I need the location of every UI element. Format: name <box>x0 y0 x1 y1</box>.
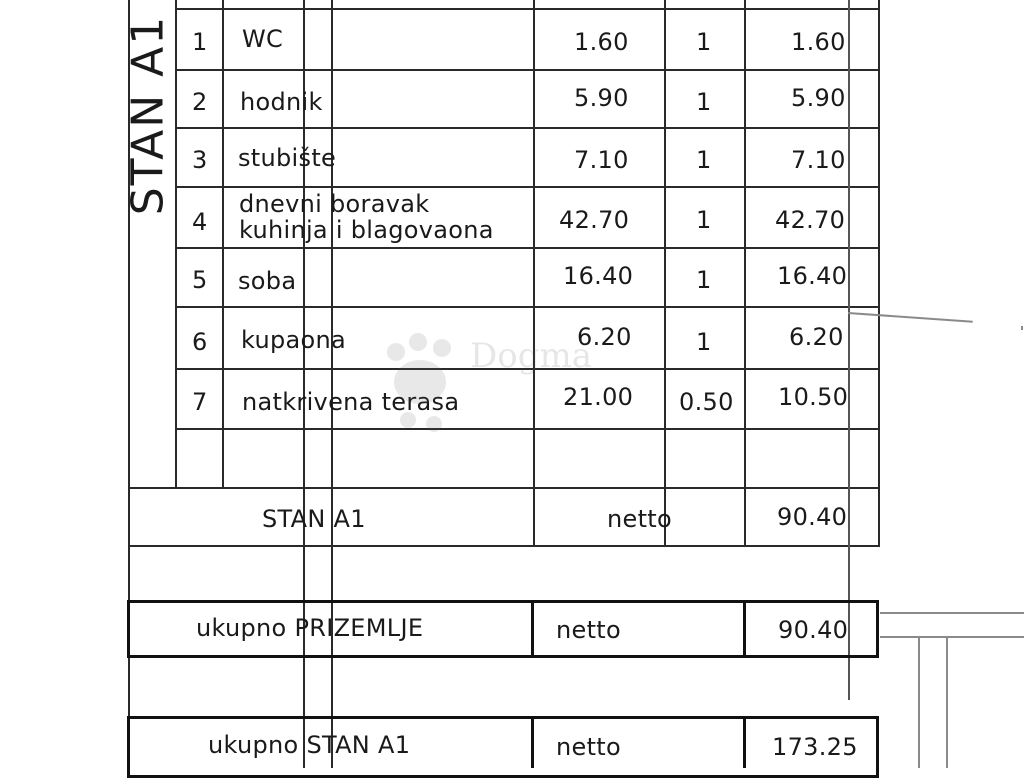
row-number: 2 <box>192 88 208 116</box>
drawing-line <box>848 312 973 322</box>
total-stan-type: netto <box>556 733 621 761</box>
row-line <box>175 69 880 71</box>
col-line <box>744 0 746 545</box>
room-factor: 1 <box>696 146 712 174</box>
col-line <box>664 0 666 545</box>
drawing-line <box>918 636 920 768</box>
row-number: 3 <box>192 146 208 174</box>
row-line <box>175 428 880 430</box>
box-divider <box>743 716 746 768</box>
room-net: 42.70 <box>775 206 846 234</box>
top-border-line <box>175 8 880 10</box>
room-area: 42.70 <box>559 206 630 234</box>
room-name: stubište <box>238 144 337 172</box>
col-line <box>848 0 850 700</box>
row-line <box>128 487 880 489</box>
drawing-line <box>1021 326 1023 330</box>
box-divider <box>531 600 534 658</box>
total-prizemlje-label: ukupno PRIZEMLJE <box>196 614 424 642</box>
room-net: 1.60 <box>791 28 846 56</box>
room-area: 5.90 <box>574 84 629 112</box>
box-divider <box>531 716 534 768</box>
room-net: 10.50 <box>778 383 849 411</box>
row-line <box>175 368 880 370</box>
room-factor: 1 <box>696 28 712 56</box>
room-name: WC <box>242 25 284 53</box>
room-area: 21.00 <box>563 383 634 411</box>
row-number: 1 <box>192 28 208 56</box>
row-line <box>175 306 880 308</box>
drawing-line <box>880 612 1024 614</box>
room-net: 16.40 <box>777 262 848 290</box>
room-factor: 1 <box>696 88 712 116</box>
col-line <box>878 0 880 545</box>
row-line <box>175 186 880 188</box>
watermark-text: Dogma <box>470 336 593 376</box>
room-name: kupaona <box>241 326 347 354</box>
room-area: 6.20 <box>577 323 632 351</box>
row-line <box>175 127 880 129</box>
drawing-line <box>946 636 948 768</box>
drawing-line <box>880 636 1024 638</box>
total-stan-value: 173.25 <box>772 733 858 761</box>
box-divider <box>743 600 746 658</box>
room-name: hodnik <box>240 88 323 116</box>
col-line <box>222 0 224 487</box>
row-line <box>175 247 880 249</box>
total-prizemlje-value: 90.40 <box>778 616 849 644</box>
room-area: 1.60 <box>574 28 629 56</box>
col-line <box>533 0 535 545</box>
subtotal-type: netto <box>607 505 672 533</box>
total-stan-label: ukupno STAN A1 <box>208 731 411 759</box>
room-name-line2: kuhinja i blagovaona <box>239 216 494 244</box>
subtotal-value: 90.40 <box>777 503 848 531</box>
room-net: 5.90 <box>791 84 846 112</box>
row-number: 7 <box>192 388 208 416</box>
room-factor: 0.50 <box>679 388 734 416</box>
row-line <box>128 545 880 547</box>
section-label-text: STAN A1 <box>122 14 174 216</box>
room-area: 7.10 <box>574 146 629 174</box>
room-area: 16.40 <box>563 262 634 290</box>
room-factor: 1 <box>696 328 712 356</box>
room-net: 6.20 <box>789 323 844 351</box>
room-name: soba <box>238 267 297 295</box>
row-number: 6 <box>192 328 208 356</box>
room-name: natkrivena terasa <box>242 388 460 416</box>
section-label <box>108 10 188 220</box>
room-net: 7.10 <box>791 146 846 174</box>
row-number: 4 <box>192 208 208 236</box>
room-name-line1: dnevni boravak <box>239 190 430 218</box>
subtotal-label: STAN A1 <box>262 505 366 533</box>
row-number: 5 <box>192 266 208 294</box>
room-factor: 1 <box>696 206 712 234</box>
room-factor: 1 <box>696 266 712 294</box>
total-prizemlje-type: netto <box>556 616 621 644</box>
